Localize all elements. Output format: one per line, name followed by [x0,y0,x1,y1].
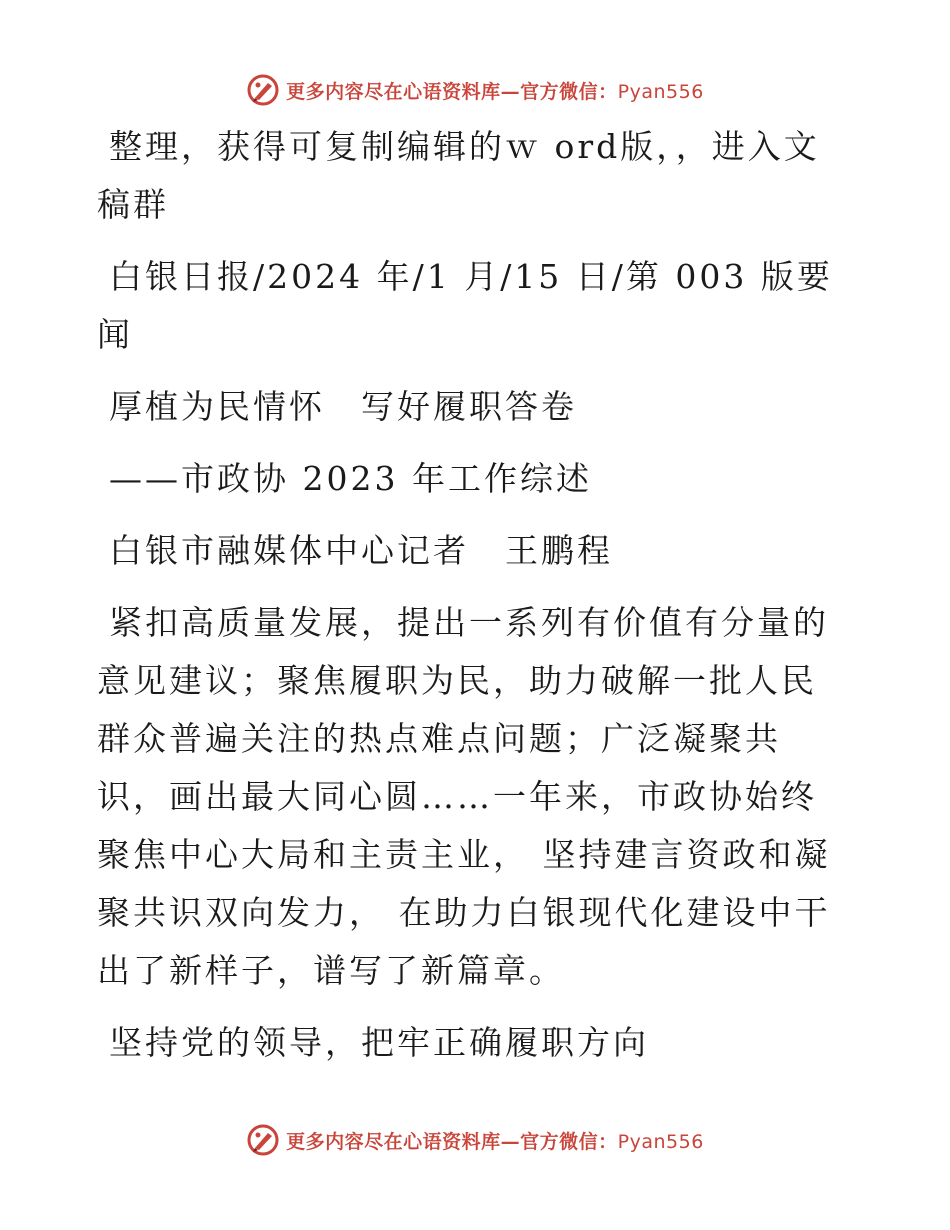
paragraph-intro-note: 整理，获得可复制编辑的ｗ ord版，，进入文稿群 [97,127,820,224]
document-body [97,118,852,1072]
watermark-wechat-id: Pyan556 [617,80,704,103]
watermark-text: 更多内容尽在心语资料库—官方微信：Pyan556 [286,1130,704,1153]
watermark-text: 更多内容尽在心语资料库—官方微信：Pyan556 [286,80,704,103]
header-watermark [0,70,950,110]
article-byline: 白银市融媒体中心记者 王鹏程 [109,531,613,570]
pen-logo-icon [246,1123,280,1157]
pen-logo-icon [246,73,280,107]
section-heading: 坚持党的领导，把牢正确履职方向 [109,1023,649,1062]
watermark-wechat-id: Pyan556 [617,1130,704,1153]
paragraph-source-line: 白银日报/2024 年/1 月/15 日/第 003 版要闻 [97,257,833,354]
paragraph-lead: 紧扣高质量发展，提出一系列有价值有分量的意见建议；聚焦履职为民，助力破解一批人民群众普遍关注的热点难点问题；广泛凝聚共识，画出最大同心圆……一年来，市政协始终聚焦中心大局和主责主业， 坚持建言资政和凝聚共识双向发力， 在助力白银现代化建设中干出了新样子，谱写了新篇章。 [97,603,831,990]
article-subtitle: ——市政协 2023 年工作综述 [109,459,592,498]
article-title: 厚植为民情怀 写好履职答卷 [109,387,577,426]
footer-watermark [0,1120,950,1160]
